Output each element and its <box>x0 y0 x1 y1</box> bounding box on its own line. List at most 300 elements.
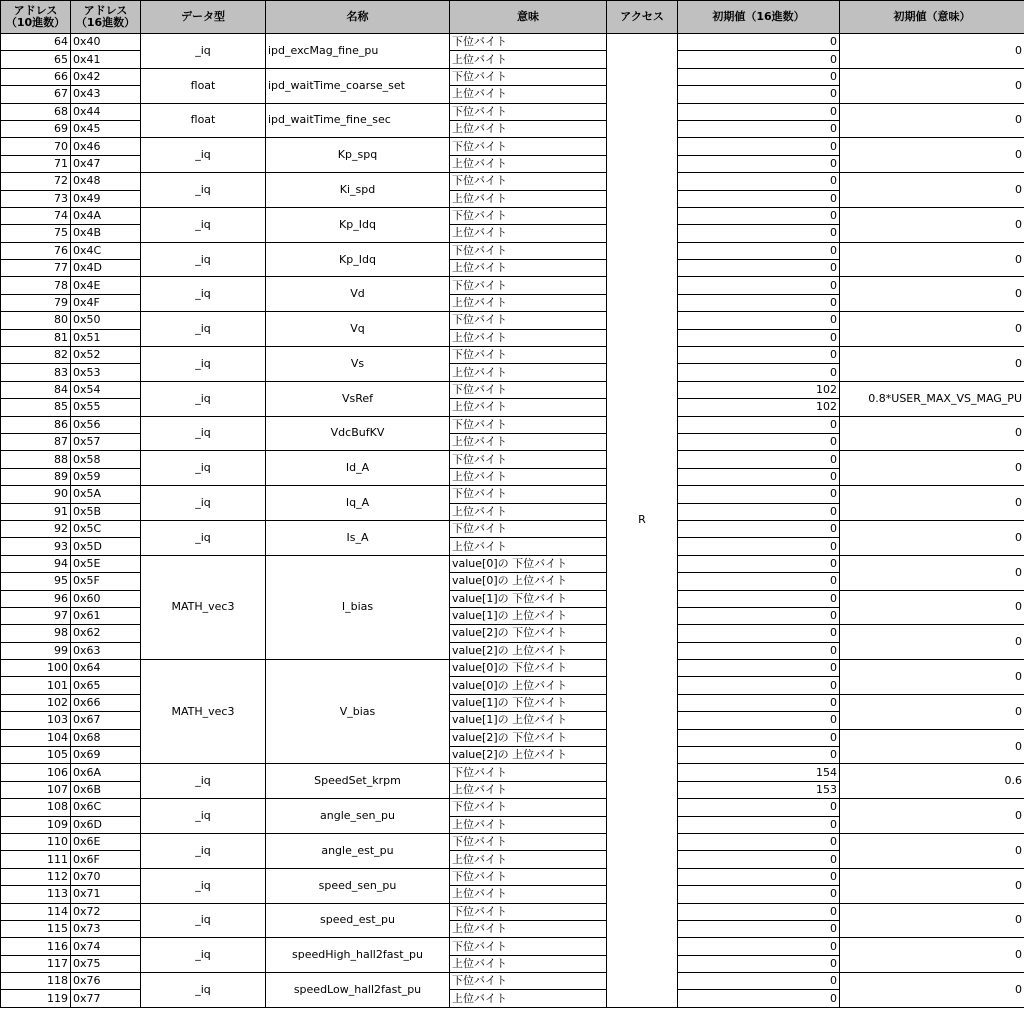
table-row <box>1 381 1024 398</box>
initial-hex-cell: 0 <box>678 364 840 381</box>
address-dec-cell: 89 <box>1 468 71 485</box>
meaning-cell: 上位バイト <box>450 503 607 520</box>
initial-meaning-cell: 0.8*USER_MAX_VS_MAG_PU <box>840 381 1024 416</box>
table-row <box>1 207 1024 224</box>
meaning-cell: 下位バイト <box>450 312 607 329</box>
meaning-cell: 下位バイト <box>450 868 607 885</box>
initial-hex-cell: 0 <box>678 747 840 764</box>
register-name-cell: VdcBufKV <box>266 416 450 451</box>
initial-hex-cell: 0 <box>678 833 840 850</box>
initial-hex-cell: 0 <box>678 260 840 277</box>
initial-hex-cell: 0 <box>678 155 840 172</box>
address-dec-cell: 102 <box>1 694 71 711</box>
address-hex-cell: 0x48 <box>71 173 141 190</box>
initial-hex-cell: 0 <box>678 712 840 729</box>
initial-hex-cell: 0 <box>678 225 840 242</box>
address-dec-cell: 85 <box>1 399 71 416</box>
data-type-cell: _iq <box>141 868 266 903</box>
address-hex-cell: 0x6D <box>71 816 141 833</box>
table-row <box>1 555 1024 572</box>
address-hex-cell: 0x74 <box>71 938 141 955</box>
initial-hex-cell: 0 <box>678 642 840 659</box>
meaning-cell: 上位バイト <box>450 155 607 172</box>
address-hex-cell: 0x42 <box>71 68 141 85</box>
meaning-cell: value[1]の 上位バイト <box>450 607 607 624</box>
meaning-cell: 上位バイト <box>450 955 607 972</box>
initial-meaning-cell: 0 <box>840 903 1024 938</box>
address-dec-cell: 114 <box>1 903 71 920</box>
register-table-body <box>1 34 1024 1008</box>
meaning-cell: 下位バイト <box>450 381 607 398</box>
address-dec-cell: 99 <box>1 642 71 659</box>
initial-hex-cell: 0 <box>678 34 840 51</box>
address-hex-cell: 0x47 <box>71 155 141 172</box>
meaning-cell: 上位バイト <box>450 190 607 207</box>
table-row <box>1 277 1024 294</box>
initial-meaning-cell: 0 <box>840 660 1024 695</box>
table-row <box>1 520 1024 537</box>
address-hex-cell: 0x69 <box>71 747 141 764</box>
data-type-cell: _iq <box>141 451 266 486</box>
initial-hex-cell: 0 <box>678 347 840 364</box>
address-hex-cell: 0x6B <box>71 781 141 798</box>
address-hex-cell: 0x4B <box>71 225 141 242</box>
initial-hex-cell: 0 <box>678 538 840 555</box>
header-row <box>1 1 1024 34</box>
initial-hex-cell: 0 <box>678 816 840 833</box>
initial-meaning-cell: 0 <box>840 242 1024 277</box>
address-hex-cell: 0x6E <box>71 833 141 850</box>
address-dec-cell: 113 <box>1 886 71 903</box>
address-hex-cell: 0x5F <box>71 573 141 590</box>
address-dec-cell: 87 <box>1 433 71 450</box>
initial-hex-cell: 0 <box>678 103 840 120</box>
address-dec-cell: 93 <box>1 538 71 555</box>
data-type-cell: _iq <box>141 973 266 1008</box>
address-hex-cell: 0x5B <box>71 503 141 520</box>
address-hex-cell: 0x75 <box>71 955 141 972</box>
address-hex-cell: 0x4F <box>71 294 141 311</box>
initial-meaning-cell: 0 <box>840 799 1024 834</box>
register-name-cell: speedHigh_hall2fast_pu <box>266 938 450 973</box>
header-meaning: 意味 <box>450 1 607 34</box>
meaning-cell: value[0]の 下位バイト <box>450 660 607 677</box>
initial-hex-cell: 0 <box>678 799 840 816</box>
initial-hex-cell: 0 <box>678 468 840 485</box>
initial-meaning-cell: 0 <box>840 207 1024 242</box>
data-type-cell: _iq <box>141 34 266 69</box>
data-type-cell: float <box>141 103 266 138</box>
address-dec-cell: 119 <box>1 990 71 1007</box>
initial-hex-cell: 0 <box>678 694 840 711</box>
table-row <box>1 312 1024 329</box>
register-name-cell: speed_sen_pu <box>266 868 450 903</box>
initial-hex-cell: 0 <box>678 242 840 259</box>
address-hex-cell: 0x53 <box>71 364 141 381</box>
initial-hex-cell: 0 <box>678 329 840 346</box>
data-type-cell: _iq <box>141 207 266 242</box>
meaning-cell: 上位バイト <box>450 260 607 277</box>
meaning-cell: 上位バイト <box>450 294 607 311</box>
initial-hex-cell: 153 <box>678 781 840 798</box>
meaning-cell: 下位バイト <box>450 451 607 468</box>
meaning-cell: 上位バイト <box>450 433 607 450</box>
initial-meaning-cell: 0 <box>840 625 1024 660</box>
meaning-cell: value[2]の 上位バイト <box>450 747 607 764</box>
meaning-cell: 下位バイト <box>450 764 607 781</box>
register-name-cell: SpeedSet_krpm <box>266 764 450 799</box>
meaning-cell: 上位バイト <box>450 225 607 242</box>
address-hex-cell: 0x65 <box>71 677 141 694</box>
address-dec-cell: 66 <box>1 68 71 85</box>
initial-hex-cell: 0 <box>678 625 840 642</box>
meaning-cell: 上位バイト <box>450 816 607 833</box>
initial-meaning-cell: 0 <box>840 416 1024 451</box>
initial-hex-cell: 0 <box>678 451 840 468</box>
address-dec-cell: 110 <box>1 833 71 850</box>
address-dec-cell: 92 <box>1 520 71 537</box>
register-name-cell: ipd_waitTime_coarse_set <box>266 68 450 103</box>
table-row <box>1 347 1024 364</box>
address-dec-cell: 100 <box>1 660 71 677</box>
initial-meaning-cell: 0 <box>840 312 1024 347</box>
address-dec-cell: 88 <box>1 451 71 468</box>
meaning-cell: 上位バイト <box>450 851 607 868</box>
address-hex-cell: 0x50 <box>71 312 141 329</box>
initial-meaning-cell: 0 <box>840 68 1024 103</box>
address-dec-cell: 96 <box>1 590 71 607</box>
address-hex-cell: 0x66 <box>71 694 141 711</box>
address-dec-cell: 64 <box>1 34 71 51</box>
initial-meaning-cell: 0 <box>840 277 1024 312</box>
address-hex-cell: 0x51 <box>71 329 141 346</box>
register-name-cell: VsRef <box>266 381 450 416</box>
address-hex-cell: 0x59 <box>71 468 141 485</box>
address-hex-cell: 0x55 <box>71 399 141 416</box>
address-hex-cell: 0x46 <box>71 138 141 155</box>
meaning-cell: 下位バイト <box>450 242 607 259</box>
data-type-cell: _iq <box>141 173 266 208</box>
address-dec-cell: 69 <box>1 120 71 137</box>
initial-hex-cell: 0 <box>678 955 840 972</box>
data-type-cell: _iq <box>141 520 266 555</box>
initial-hex-cell: 0 <box>678 729 840 746</box>
address-dec-cell: 117 <box>1 955 71 972</box>
address-dec-cell: 107 <box>1 781 71 798</box>
register-name-cell: Iq_A <box>266 486 450 521</box>
address-hex-cell: 0x57 <box>71 433 141 450</box>
register-name-cell: Vd <box>266 277 450 312</box>
initial-hex-cell: 0 <box>678 294 840 311</box>
address-dec-cell: 78 <box>1 277 71 294</box>
meaning-cell: 下位バイト <box>450 833 607 850</box>
table-row <box>1 416 1024 433</box>
table-row <box>1 103 1024 120</box>
meaning-cell: 下位バイト <box>450 903 607 920</box>
initial-meaning-cell: 0 <box>840 938 1024 973</box>
meaning-cell: 上位バイト <box>450 990 607 1007</box>
meaning-cell: 上位バイト <box>450 920 607 937</box>
initial-hex-cell: 0 <box>678 990 840 1007</box>
address-dec-cell: 112 <box>1 868 71 885</box>
initial-hex-cell: 0 <box>678 312 840 329</box>
data-type-cell: _iq <box>141 486 266 521</box>
register-name-cell: speed_est_pu <box>266 903 450 938</box>
header-data-type: データ型 <box>141 1 266 34</box>
data-type-cell: _iq <box>141 833 266 868</box>
address-hex-cell: 0x44 <box>71 103 141 120</box>
address-dec-cell: 74 <box>1 207 71 224</box>
address-dec-cell: 91 <box>1 503 71 520</box>
address-hex-cell: 0x6A <box>71 764 141 781</box>
register-name-cell: V_bias <box>266 660 450 764</box>
header-access: アクセス <box>607 1 678 34</box>
initial-hex-cell: 0 <box>678 555 840 572</box>
address-hex-cell: 0x6F <box>71 851 141 868</box>
address-dec-cell: 103 <box>1 712 71 729</box>
address-hex-cell: 0x61 <box>71 607 141 624</box>
address-dec-cell: 81 <box>1 329 71 346</box>
table-row <box>1 173 1024 190</box>
initial-hex-cell: 0 <box>678 86 840 103</box>
meaning-cell: 下位バイト <box>450 277 607 294</box>
address-hex-cell: 0x4E <box>71 277 141 294</box>
initial-meaning-cell: 0 <box>840 868 1024 903</box>
initial-hex-cell: 0 <box>678 607 840 624</box>
meaning-cell: value[2]の 下位バイト <box>450 625 607 642</box>
address-hex-cell: 0x71 <box>71 886 141 903</box>
data-type-cell: _iq <box>141 416 266 451</box>
initial-meaning-cell: 0 <box>840 694 1024 729</box>
address-dec-cell: 68 <box>1 103 71 120</box>
initial-hex-cell: 0 <box>678 973 840 990</box>
address-hex-cell: 0x6C <box>71 799 141 816</box>
address-hex-cell: 0x40 <box>71 34 141 51</box>
meaning-cell: 下位バイト <box>450 68 607 85</box>
register-name-cell: Kp_Idq <box>266 242 450 277</box>
initial-hex-cell: 0 <box>678 486 840 503</box>
address-hex-cell: 0x67 <box>71 712 141 729</box>
register-name-cell: I_bias <box>266 555 450 659</box>
meaning-cell: 上位バイト <box>450 364 607 381</box>
address-dec-cell: 115 <box>1 920 71 937</box>
meaning-cell: value[1]の 上位バイト <box>450 712 607 729</box>
header-address-dec: アドレス（10進数） <box>1 1 71 34</box>
address-dec-cell: 70 <box>1 138 71 155</box>
register-name-cell: ipd_excMag_fine_pu <box>266 34 450 69</box>
register-name-cell: Vq <box>266 312 450 347</box>
address-dec-cell: 97 <box>1 607 71 624</box>
address-hex-cell: 0x63 <box>71 642 141 659</box>
address-hex-cell: 0x72 <box>71 903 141 920</box>
address-hex-cell: 0x52 <box>71 347 141 364</box>
initial-hex-cell: 0 <box>678 433 840 450</box>
meaning-cell: 上位バイト <box>450 468 607 485</box>
header-initial-hex: 初期値（16進数） <box>678 1 840 34</box>
meaning-cell: 上位バイト <box>450 781 607 798</box>
address-dec-cell: 72 <box>1 173 71 190</box>
table-row <box>1 68 1024 85</box>
initial-hex-cell: 0 <box>678 277 840 294</box>
meaning-cell: 上位バイト <box>450 399 607 416</box>
data-type-cell: float <box>141 68 266 103</box>
initial-meaning-cell: 0 <box>840 138 1024 173</box>
address-dec-cell: 108 <box>1 799 71 816</box>
meaning-cell: 下位バイト <box>450 520 607 537</box>
register-name-cell: angle_est_pu <box>266 833 450 868</box>
address-dec-cell: 104 <box>1 729 71 746</box>
initial-hex-cell: 0 <box>678 851 840 868</box>
address-hex-cell: 0x4C <box>71 242 141 259</box>
data-type-cell: MATH_vec3 <box>141 555 266 659</box>
address-hex-cell: 0x49 <box>71 190 141 207</box>
meaning-cell: 下位バイト <box>450 973 607 990</box>
address-dec-cell: 71 <box>1 155 71 172</box>
address-dec-cell: 65 <box>1 51 71 68</box>
table-row <box>1 833 1024 850</box>
initial-hex-cell: 0 <box>678 520 840 537</box>
initial-hex-cell: 0 <box>678 868 840 885</box>
meaning-cell: value[1]の 下位バイト <box>450 590 607 607</box>
data-type-cell: _iq <box>141 138 266 173</box>
meaning-cell: 下位バイト <box>450 799 607 816</box>
address-dec-cell: 106 <box>1 764 71 781</box>
initial-meaning-cell: 0 <box>840 347 1024 382</box>
register-name-cell: Is_A <box>266 520 450 555</box>
table-row <box>1 799 1024 816</box>
initial-meaning-cell: 0 <box>840 555 1024 590</box>
meaning-cell: 下位バイト <box>450 34 607 51</box>
address-dec-cell: 77 <box>1 260 71 277</box>
meaning-cell: 上位バイト <box>450 329 607 346</box>
table-row <box>1 34 1024 51</box>
address-dec-cell: 116 <box>1 938 71 955</box>
address-hex-cell: 0x64 <box>71 660 141 677</box>
initial-hex-cell: 102 <box>678 399 840 416</box>
initial-meaning-cell: 0.6 <box>840 764 1024 799</box>
address-dec-cell: 75 <box>1 225 71 242</box>
address-hex-cell: 0x76 <box>71 973 141 990</box>
initial-hex-cell: 0 <box>678 51 840 68</box>
meaning-cell: 下位バイト <box>450 938 607 955</box>
address-hex-cell: 0x5C <box>71 520 141 537</box>
address-hex-cell: 0x4A <box>71 207 141 224</box>
data-type-cell: _iq <box>141 938 266 973</box>
initial-hex-cell: 0 <box>678 920 840 937</box>
address-hex-cell: 0x60 <box>71 590 141 607</box>
meaning-cell: 下位バイト <box>450 347 607 364</box>
table-row <box>1 138 1024 155</box>
address-dec-cell: 76 <box>1 242 71 259</box>
address-dec-cell: 80 <box>1 312 71 329</box>
meaning-cell: value[2]の 上位バイト <box>450 642 607 659</box>
initial-hex-cell: 154 <box>678 764 840 781</box>
address-dec-cell: 101 <box>1 677 71 694</box>
address-dec-cell: 82 <box>1 347 71 364</box>
initial-meaning-cell: 0 <box>840 34 1024 69</box>
initial-meaning-cell: 0 <box>840 973 1024 1008</box>
initial-hex-cell: 0 <box>678 677 840 694</box>
register-name-cell: Kp_spq <box>266 138 450 173</box>
table-row <box>1 764 1024 781</box>
initial-meaning-cell: 0 <box>840 729 1024 764</box>
header-address-hex: アドレス（16進数） <box>71 1 141 34</box>
register-name-cell: speedLow_hall2fast_pu <box>266 973 450 1008</box>
meaning-cell: value[0]の 上位バイト <box>450 573 607 590</box>
initial-meaning-cell: 0 <box>840 486 1024 521</box>
table-row <box>1 973 1024 990</box>
table-row <box>1 903 1024 920</box>
initial-hex-cell: 102 <box>678 381 840 398</box>
initial-hex-cell: 0 <box>678 503 840 520</box>
address-dec-cell: 105 <box>1 747 71 764</box>
initial-hex-cell: 0 <box>678 660 840 677</box>
address-hex-cell: 0x70 <box>71 868 141 885</box>
initial-hex-cell: 0 <box>678 938 840 955</box>
table-row <box>1 660 1024 677</box>
data-type-cell: _iq <box>141 242 266 277</box>
meaning-cell: 上位バイト <box>450 120 607 137</box>
address-dec-cell: 90 <box>1 486 71 503</box>
address-dec-cell: 79 <box>1 294 71 311</box>
address-hex-cell: 0x73 <box>71 920 141 937</box>
address-dec-cell: 94 <box>1 555 71 572</box>
initial-hex-cell: 0 <box>678 207 840 224</box>
meaning-cell: 下位バイト <box>450 207 607 224</box>
address-hex-cell: 0x77 <box>71 990 141 1007</box>
address-hex-cell: 0x56 <box>71 416 141 433</box>
address-hex-cell: 0x68 <box>71 729 141 746</box>
address-dec-cell: 86 <box>1 416 71 433</box>
register-name-cell: Ki_spd <box>266 173 450 208</box>
register-name-cell: Id_A <box>266 451 450 486</box>
header-initial-meaning: 初期値（意味） <box>840 1 1024 34</box>
initial-hex-cell: 0 <box>678 903 840 920</box>
data-type-cell: _iq <box>141 903 266 938</box>
address-dec-cell: 118 <box>1 973 71 990</box>
table-row <box>1 938 1024 955</box>
initial-hex-cell: 0 <box>678 173 840 190</box>
address-hex-cell: 0x41 <box>71 51 141 68</box>
table-row <box>1 486 1024 503</box>
initial-meaning-cell: 0 <box>840 520 1024 555</box>
meaning-cell: value[0]の 上位バイト <box>450 677 607 694</box>
initial-hex-cell: 0 <box>678 573 840 590</box>
table-row <box>1 868 1024 885</box>
address-hex-cell: 0x54 <box>71 381 141 398</box>
meaning-cell: value[1]の 下位バイト <box>450 694 607 711</box>
table-row <box>1 242 1024 259</box>
initial-meaning-cell: 0 <box>840 833 1024 868</box>
meaning-cell: 下位バイト <box>450 138 607 155</box>
initial-hex-cell: 0 <box>678 138 840 155</box>
address-dec-cell: 109 <box>1 816 71 833</box>
data-type-cell: _iq <box>141 764 266 799</box>
meaning-cell: value[2]の 下位バイト <box>450 729 607 746</box>
data-type-cell: _iq <box>141 277 266 312</box>
data-type-cell: _iq <box>141 381 266 416</box>
initial-meaning-cell: 0 <box>840 173 1024 208</box>
address-dec-cell: 73 <box>1 190 71 207</box>
address-hex-cell: 0x58 <box>71 451 141 468</box>
data-type-cell: _iq <box>141 799 266 834</box>
address-hex-cell: 0x43 <box>71 86 141 103</box>
initial-hex-cell: 0 <box>678 416 840 433</box>
meaning-cell: 下位バイト <box>450 416 607 433</box>
address-hex-cell: 0x4D <box>71 260 141 277</box>
header-name: 名称 <box>266 1 450 34</box>
register-name-cell: angle_sen_pu <box>266 799 450 834</box>
